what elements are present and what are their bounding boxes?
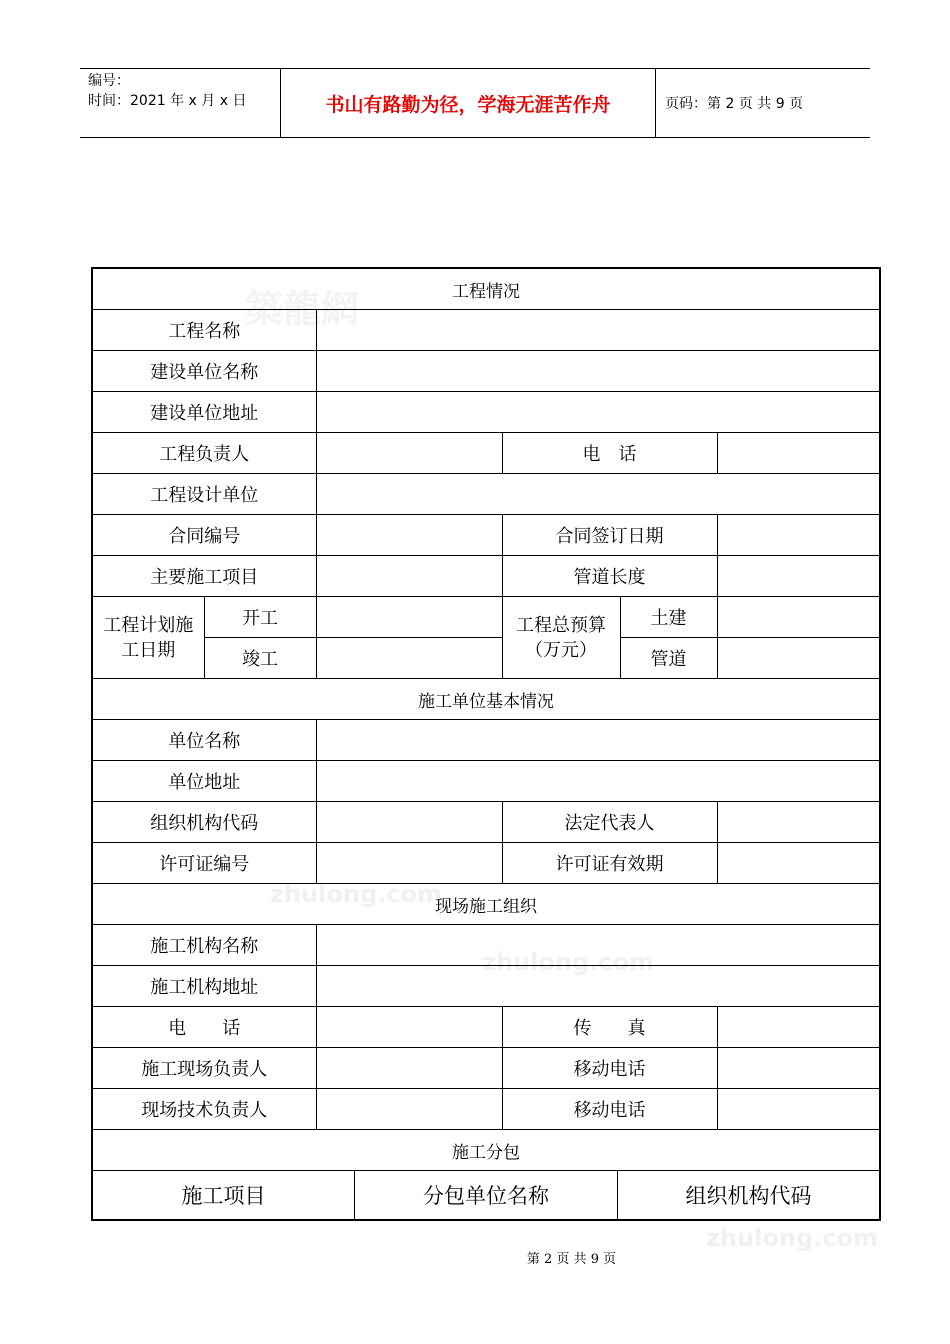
field-builder-name[interactable] (316, 351, 880, 392)
label-site-phone: 电 话 (92, 1007, 316, 1048)
field-license-valid[interactable] (717, 843, 880, 884)
field-tech-manager[interactable] (316, 1089, 502, 1130)
section-title: 工程情况 (92, 268, 880, 310)
field-contract-no[interactable] (316, 515, 502, 556)
label-org-code: 组织机构代码 (92, 802, 316, 843)
field-org-address[interactable] (316, 966, 880, 1007)
subcontract-header (92, 1171, 880, 1221)
label-license-no: 许可证编号 (92, 843, 316, 884)
label-tech-manager: 现场技术负责人 (92, 1089, 316, 1130)
table-row (92, 1048, 880, 1089)
label-design-unit: 工程设计单位 (92, 474, 316, 515)
label-org-name: 施工机构名称 (92, 925, 316, 966)
table-row (92, 597, 880, 638)
col-item: 施工项目 (93, 1171, 355, 1219)
label-unit-name: 单位名称 (92, 720, 316, 761)
table-row (92, 925, 880, 966)
section-title: 现场施工组织 (92, 884, 880, 925)
field-license-no[interactable] (316, 843, 502, 884)
field-project-name[interactable] (316, 310, 880, 351)
field-unit-address[interactable] (316, 761, 880, 802)
col-unit: 分包单位名称 (355, 1171, 618, 1219)
table-row (92, 638, 880, 679)
field-design-unit[interactable] (316, 474, 880, 515)
label-phone: 电 话 (502, 433, 717, 474)
watermark-text: zhulong.com (482, 948, 654, 976)
label-mobile: 移动电话 (502, 1089, 717, 1130)
section-title: 施工分包 (92, 1130, 880, 1171)
time-label: 时间：2021 年 x 月 x 日 (88, 93, 247, 109)
watermark-text: zhulong.com (270, 880, 442, 908)
field-site-manager[interactable] (316, 1048, 502, 1089)
table-row (92, 843, 880, 884)
label-unit-address: 单位地址 (92, 761, 316, 802)
label-plan-date: 工程计划施工日期 (92, 597, 204, 679)
motto: 书山有路勤为径，学海无涯苦作舟 (281, 69, 656, 137)
field-main-item[interactable] (316, 556, 502, 597)
header-left (80, 69, 281, 137)
label-org-address: 施工机构地址 (92, 966, 316, 1007)
section-contractor (92, 679, 880, 720)
table-row (92, 392, 880, 433)
label-contract-no: 合同编号 (92, 515, 316, 556)
section-site (92, 884, 880, 925)
section-title: 施工单位基本情况 (92, 679, 880, 720)
label-site-manager: 施工现场负责人 (92, 1048, 316, 1089)
subcontract-columns (93, 1171, 879, 1219)
field-manager[interactable] (316, 433, 502, 474)
watermark-text: zhulong.com (706, 1224, 878, 1252)
label-builder-address: 建设单位地址 (92, 392, 316, 433)
label-contract-date: 合同签订日期 (502, 515, 717, 556)
label-pipe-length: 管道长度 (502, 556, 717, 597)
field-phone[interactable] (717, 433, 880, 474)
label-manager: 工程负责人 (92, 433, 316, 474)
table-row (92, 720, 880, 761)
table-row (92, 1007, 880, 1048)
field-mobile[interactable] (717, 1089, 880, 1130)
project-registration-form (91, 267, 881, 1221)
label-legal-rep: 法定代表人 (502, 802, 717, 843)
table-row (92, 556, 880, 597)
section-project (92, 268, 880, 310)
col-code: 组织机构代码 (685, 1184, 812, 1208)
field-org-name[interactable] (316, 925, 880, 966)
label-finish: 竣工 (204, 638, 316, 679)
table-row (92, 351, 880, 392)
label-builder-name: 建设单位名称 (92, 351, 316, 392)
table-row (92, 474, 880, 515)
watermark-logo: 築龍網 (245, 286, 360, 331)
page-header (80, 68, 870, 138)
label-pipe: 管道 (620, 638, 717, 679)
field-legal-rep[interactable] (717, 802, 880, 843)
field-pipe-length[interactable] (717, 556, 880, 597)
field-mobile[interactable] (717, 1048, 880, 1089)
table-row (92, 966, 880, 1007)
page-indicator: 页码：第 2 页 共 9 页 (665, 96, 804, 112)
field-fax[interactable] (717, 1007, 880, 1048)
field-org-code[interactable] (316, 802, 502, 843)
label-civil: 土建 (620, 597, 717, 638)
number-label: 编号： (88, 73, 130, 89)
table-row (92, 433, 880, 474)
table-row (92, 761, 880, 802)
footer-page-number: 第 2 页 共 9 页 (526, 1252, 617, 1267)
field-builder-address[interactable] (316, 392, 880, 433)
label-budget: 工程总预算（万元） (502, 597, 620, 679)
label-license-valid: 许可证有效期 (502, 843, 717, 884)
table-row (92, 310, 880, 351)
label-project-name: 工程名称 (92, 310, 316, 351)
field-finish-date[interactable] (316, 638, 502, 679)
label-mobile: 移动电话 (502, 1048, 717, 1089)
label-start: 开工 (204, 597, 316, 638)
page-footer (0, 1248, 950, 1267)
table-row (92, 1171, 880, 1221)
field-contract-date[interactable] (717, 515, 880, 556)
label-fax: 传 真 (502, 1007, 717, 1048)
field-unit-name[interactable] (316, 720, 880, 761)
field-pipe-budget[interactable] (717, 638, 880, 679)
table-row (92, 515, 880, 556)
table-row (92, 802, 880, 843)
table-row (92, 1089, 880, 1130)
field-site-phone[interactable] (316, 1007, 502, 1048)
label-main-item: 主要施工项目 (92, 556, 316, 597)
section-subcontract (92, 1130, 880, 1171)
field-start-date[interactable] (316, 597, 502, 638)
field-civil-budget[interactable] (717, 597, 880, 638)
